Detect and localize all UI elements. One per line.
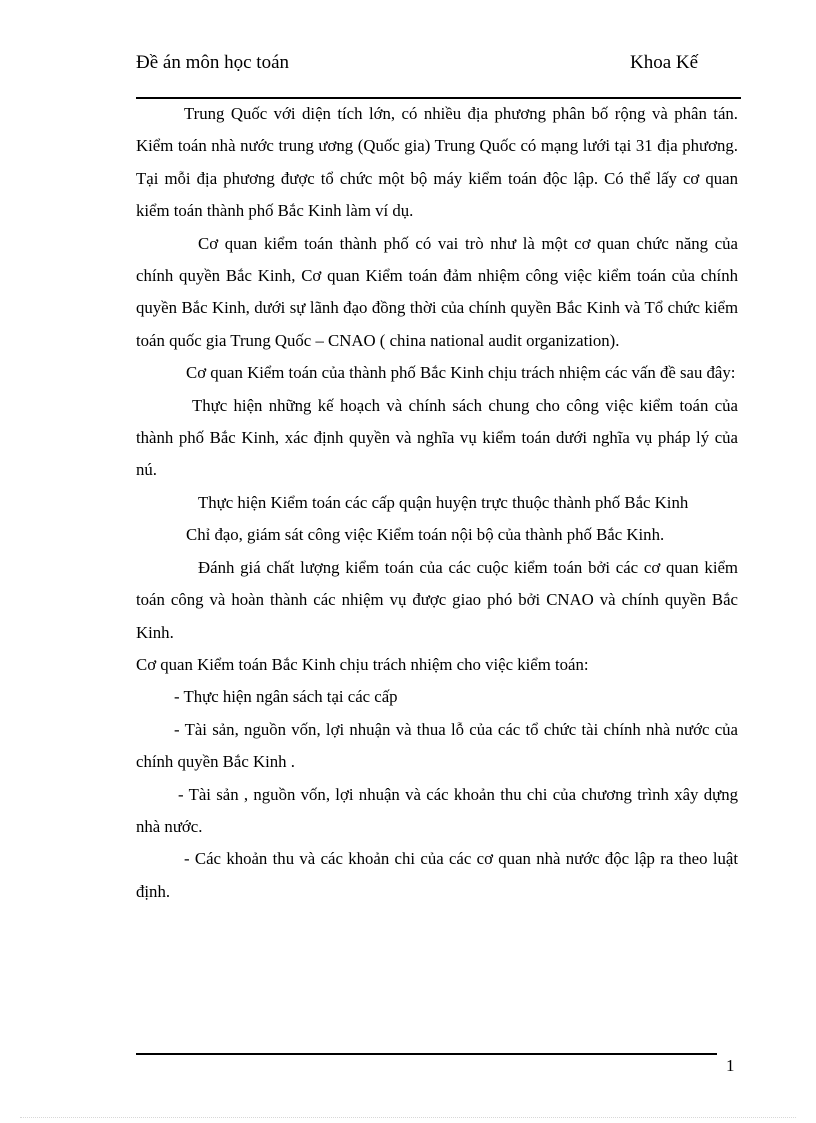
header-course-title: Đề án môn học toán — [136, 52, 290, 73]
document-body — [136, 98, 738, 908]
page-header — [136, 50, 740, 100]
page-edge-dotted-line — [20, 1117, 796, 1118]
list-item-construction-programs: - Tài sản , nguồn vốn, lợi nhuận và các khoản thu chi của chương trình xây dựng nhà nước. — [136, 784, 738, 836]
paragraph-quality-evaluation: Đánh giá chất lượng kiểm toán của các cuộc kiểm toán bởi các cơ quan kiểm toán công và hoàn thành các nhiệm vụ được giao phó bởi CNAO và chính quyền Bắc Kinh. — [136, 557, 738, 642]
list-item-budget: - Thực hiện ngân sách tại các cấp — [174, 687, 398, 707]
paragraph-intro: Trung Quốc với diện tích lớn, có nhiều địa phương phân bố rộng và phân tán. Kiểm toán nhà nước trung ương (Quốc gia) Trung Quốc có mạng lưới tại 31 địa phương. Tại mỗi địa phương được tổ chức một bộ máy kiểm toán độc lập. Có thể lấy cơ quan kiểm toán thành phố Bắc Kinh làm ví dụ. — [136, 104, 738, 221]
paragraph-plans-policies: Thực hiện những kế hoạch và chính sách chung cho công việc kiểm toán của thành phố Bắc Kinh, xác định quyền và nghĩa vụ kiểm toán dưới nghĩa vụ pháp lý của nú. — [136, 395, 738, 480]
paragraph-audit-scope-heading: Cơ quan Kiểm toán Bắc Kinh chịu trách nhiệm cho việc kiểm toán: — [136, 654, 589, 674]
paragraph-role: Cơ quan kiểm toán thành phố có vai trò như là một cơ quan chức năng của chính quyền Bắc Kinh, Cơ quan Kiểm toán đảm nhiệm công việc kiểm toán của chính quyền Bắc Kinh, dưới sự lãnh đạo đồng thời của chính quyền Bắc Kinh và Tổ chức kiểm toán quốc gia Trung Quốc – CNAO ( china national audit organization). — [136, 233, 738, 350]
paragraph-district-audit: Thực hiện Kiểm toán các cấp quận huyện trực thuộc thành phố Bắc Kinh — [198, 492, 689, 512]
list-item-financial-institutions: - Tài sản, nguồn vốn, lợi nhuận và thua lỗ của các tổ chức tài chính nhà nước của chính quyền Bắc Kinh . — [136, 719, 738, 772]
list-item-independent-agencies: - Các khoản thu và các khoản chi của các cơ quan nhà nước độc lập ra theo luật định. — [136, 849, 738, 901]
paragraph-internal-audit: Chỉ đạo, giám sát công việc Kiểm toán nội bộ của thành phố Bắc Kinh. — [186, 525, 665, 545]
page-number: 1 — [726, 1056, 735, 1075]
footer-rule — [136, 1053, 717, 1055]
header-faculty: Khoa Kế — [630, 52, 699, 73]
paragraph-responsibilities-heading: Cơ quan Kiểm toán của thành phố Bắc Kinh chịu trách nhiệm các vấn đề sau đây: — [186, 363, 736, 383]
